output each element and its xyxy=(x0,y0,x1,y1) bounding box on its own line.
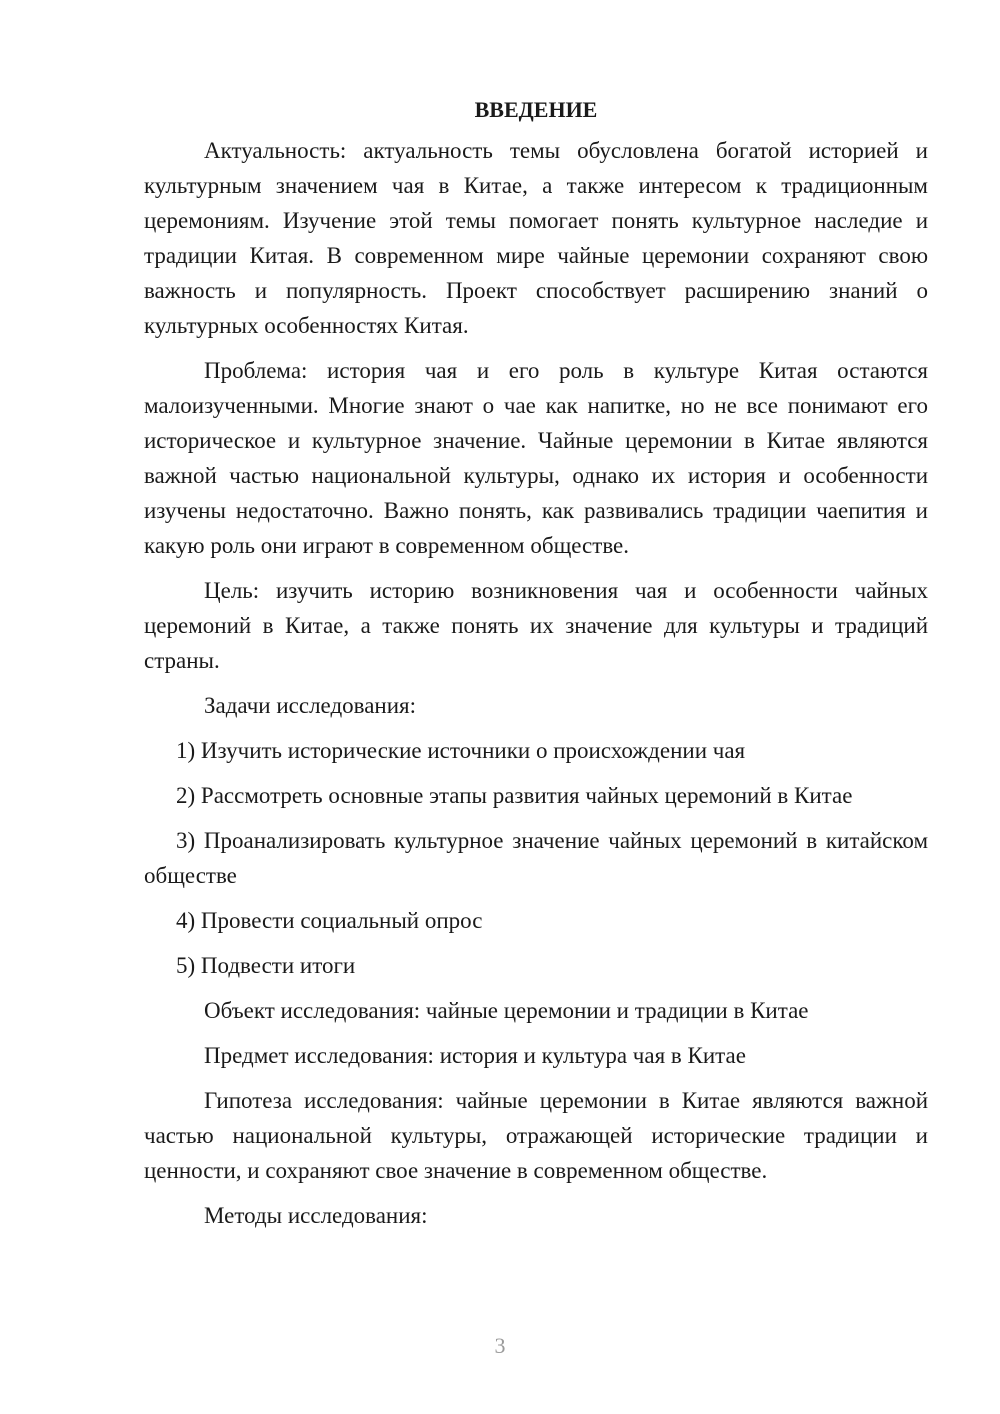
section-title: ВВЕДЕНИЕ xyxy=(474,97,598,122)
task-item-3: 3) Проанализировать культурное значение чайных церемоний в китайском обществе xyxy=(144,828,928,888)
paragraph-subject: Предмет исследования: история и культура чая в Китае xyxy=(204,1043,746,1068)
paragraph-object: Объект исследования: чайные церемонии и традиции в Китае xyxy=(204,998,809,1023)
task-item-1: 1) Изучить исторические источники о происхождении чая xyxy=(176,738,746,763)
task-item-4: 4) Провести социальный опрос xyxy=(176,908,483,933)
paragraph-problem: Проблема: история чая и его роль в культуре Китая остаются малоизученными. Многие знают о чае как напитке, но не все понимают его историческое и культурное значение. Чайные церемонии в Китае являются важной частью национальной культуры, однако их история и особенности изучены недостаточно. Важно понять, как развивались традиции чаепития и какую роль они играют в современном обществе. xyxy=(144,358,928,558)
paragraph-hypothesis: Гипотеза исследования: чайные церемонии в Китае являются важной частью национальной культуры, отражающей исторические традиции и ценности, и сохраняют свое значение в современном обществе. xyxy=(144,1088,928,1183)
paragraph-relevance: Актуальность: актуальность темы обусловлена богатой историей и культурным значением чая в Китае, а также интересом к традиционным церемониям. Изучение этой темы помогает понять культурное наследие и традиции Китая. В современном мире чайные церемонии сохраняют свою важность и популярность. Проект способствует расширению знаний о культурных особенностях Китая. xyxy=(144,138,928,338)
task-item-5: 5) Подвести итоги xyxy=(176,953,356,978)
page-content xyxy=(144,92,928,1243)
page-number: 3 xyxy=(494,1333,506,1358)
task-item-2: 2) Рассмотреть основные этапы развития чайных церемоний в Китае xyxy=(176,783,853,808)
methods-heading: Методы исследования: xyxy=(204,1203,428,1228)
tasks-heading: Задачи исследования: xyxy=(204,693,417,718)
paragraph-goal: Цель: изучить историю возникновения чая и особенности чайных церемоний в Китае, а также понять их значение для культуры и традиций страны. xyxy=(144,578,928,673)
